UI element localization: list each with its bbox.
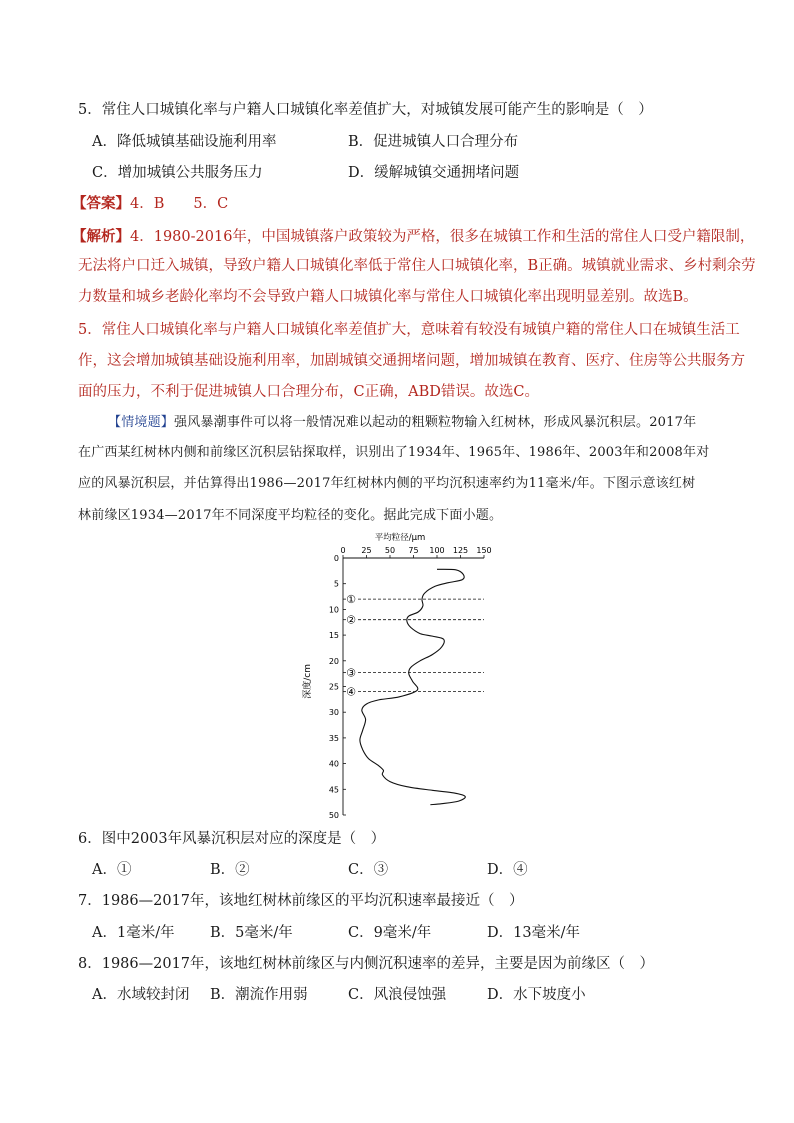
context-line-1: 【情境题】强风暴潮事件可以将一般情况难以起动的粗颗粒物输入红树林，形成风暴沉积层。2017年 <box>108 415 697 430</box>
answer-line <box>72 194 228 214</box>
q6-option-c: C．③ <box>348 862 389 878</box>
q7-stem: 7．1986—2017年，该地红树林前缘区的平均沉积速率最接近（ ） <box>78 893 524 909</box>
reference-label: ② <box>346 613 356 627</box>
q8-option-c: C．风浪侵蚀强 <box>348 987 447 1003</box>
y-tick-label: 45 <box>328 785 339 795</box>
q5-option-a: A．降低城镇基础设施利用率 <box>92 134 277 150</box>
grain-size-depth-chart <box>296 528 496 823</box>
x-tick-label: 75 <box>408 546 419 555</box>
analysis-tag: 【解析】 <box>72 228 130 245</box>
x-axis-ticks <box>340 546 491 558</box>
q5-option-d: D．缓解城镇交通拥堵问题 <box>348 165 520 181</box>
analysis-line-5: 作，这会增加城镇基础设施利用率，加剧城镇交通拥堵问题，增加城镇在教育、医疗、住房等公共服务方 <box>78 353 745 369</box>
x-tick-label: 50 <box>384 546 396 555</box>
answer-tag: 【答案】 <box>72 195 130 212</box>
x-tick-label: 0 <box>340 546 346 555</box>
q5-option-c: C．增加城镇公共服务压力 <box>92 165 263 181</box>
reference-label: ④ <box>346 685 356 699</box>
analysis-line-3: 力数量和城乡老龄化率均不会导致户籍人口城镇化率与常住人口城镇化率出现明显差别。故选B。 <box>78 289 698 305</box>
y-tick-label: 25 <box>328 682 339 692</box>
y-tick-label: 0 <box>333 554 339 563</box>
y-tick-label: 15 <box>328 631 339 641</box>
q8-option-a: A．水域较封闭 <box>92 987 190 1003</box>
y-tick-label: 10 <box>328 605 339 615</box>
context-line-4: 林前缘区1934—2017年不同深度平均粒径的变化。据此完成下面小题。 <box>78 508 503 523</box>
analysis-line-4: 5．常住人口城镇化率与户籍人口城镇化率差值扩大，意味着有较没有城镇户籍的常住人口在城镇生活工 <box>78 322 740 338</box>
y-tick-label: 30 <box>328 708 339 718</box>
q8-stem: 8．1986—2017年，该地红树林前缘区与内侧沉积速率的差异，主要是因为前缘区（ ） <box>78 956 655 972</box>
q7-option-a: A．1毫米/年 <box>92 925 175 941</box>
q8-option-b: B．潮流作用弱 <box>210 987 308 1003</box>
q5-stem: 5．常住人口城镇化率与户籍人口城镇化率差值扩大，对城镇发展可能产生的影响是（ ） <box>78 102 653 118</box>
analysis-line-1: 【解析】4．1980-2016年，中国城镇落户政策较为严格，很多在城镇工作和生活的常住人口受户籍限制， <box>72 228 755 245</box>
q6-stem: 6．图中2003年风暴沉积层对应的深度是（ ） <box>78 831 386 847</box>
reference-label: ③ <box>346 666 356 680</box>
q6-option-b: B．② <box>210 862 250 878</box>
q7-option-c: C．9毫米/年 <box>348 925 432 941</box>
context-line-3: 应的风暴沉积层，并估算得出1986—2017年红树林内侧的平均沉积速率约为11毫米/年。下图示意该红树 <box>78 476 696 491</box>
x-tick-label: 100 <box>429 546 445 555</box>
y-tick-label: 40 <box>328 759 339 769</box>
x-tick-label: 125 <box>452 546 469 555</box>
q6-option-d: D．④ <box>487 862 528 878</box>
answer-text: 4．B 5．C <box>130 196 229 212</box>
q8-option-d: D．水下坡度小 <box>487 987 586 1003</box>
x-tick-label: 25 <box>361 546 372 555</box>
y-axis-label: 深度/cm <box>303 663 313 699</box>
reference-label: ① <box>346 593 356 607</box>
axes <box>343 558 484 815</box>
analysis-line-2: 无法将户口迁入城镇，导致户籍人口城镇化率低于常住人口城镇化率，B正确。城镇就业需求、乡村剩余劳 <box>78 258 756 274</box>
q5-option-b: B．促进城镇人口合理分布 <box>348 134 519 150</box>
y-tick-label: 20 <box>328 656 339 666</box>
y-tick-label: 5 <box>333 579 339 589</box>
y-tick-label: 50 <box>328 811 339 820</box>
q6-option-a: A．① <box>92 862 132 878</box>
q7-option-b: B．5毫米/年 <box>210 925 293 941</box>
y-tick-label: 35 <box>328 733 339 743</box>
grain-size-curve <box>360 569 465 804</box>
chart-title: 平均粒径/μm <box>374 533 426 543</box>
x-tick-label: 150 <box>476 546 492 555</box>
q7-option-d: D．13毫米/年 <box>487 925 580 941</box>
context-line-2: 在广西某红树林内侧和前缘区沉积层钻探取样，识别出了1934年、1965年、1986年、2003年和2008年对 <box>78 445 710 460</box>
analysis-line-6: 面的压力，不利于促进城镇人口合理分布，C正确，ABD错误。故选C。 <box>78 384 539 400</box>
context-tag: 【情境题】 <box>108 415 175 430</box>
